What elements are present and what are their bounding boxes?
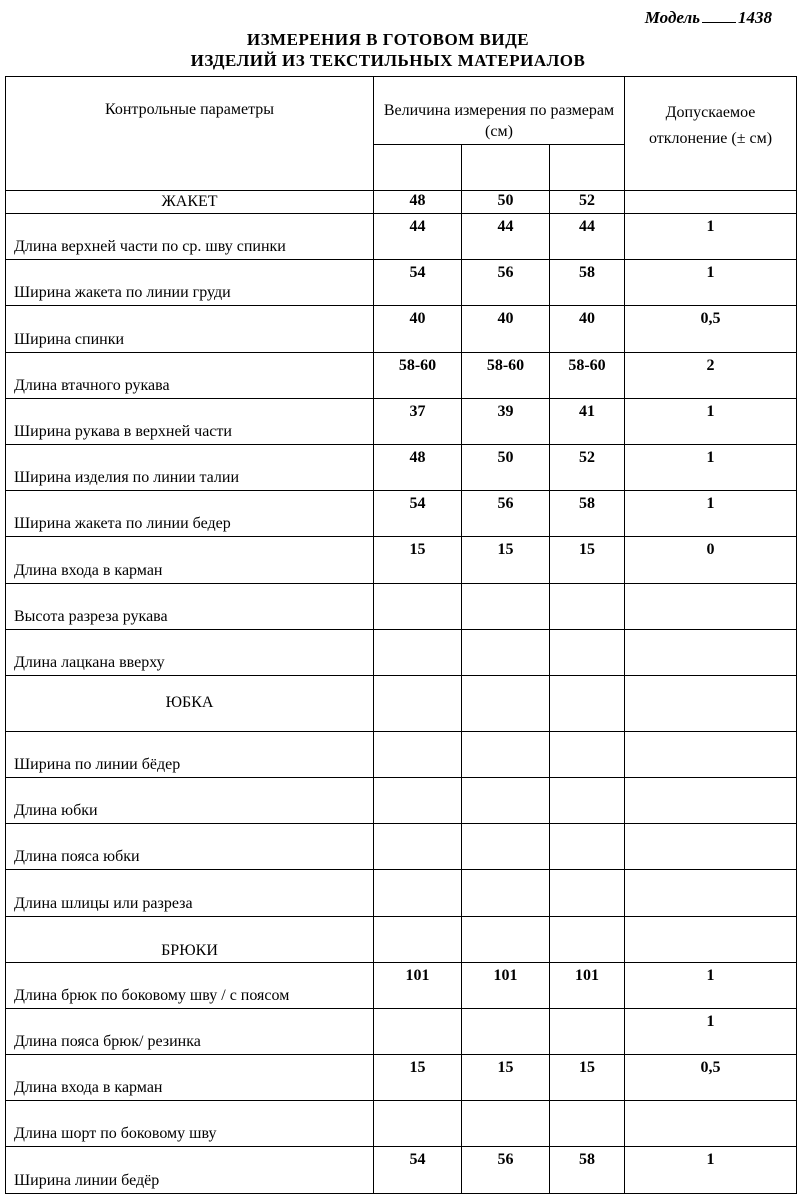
value-cell: 15 [374,1055,462,1101]
value-cell [550,731,625,777]
header-size-blank [550,145,625,191]
value-cell [374,731,462,777]
param-label: Длина лацкана вверху [6,629,374,675]
deviation-cell: 1 [625,444,797,490]
param-label: Ширина по линии бёдер [6,731,374,777]
deviation-cell: 1 [625,260,797,306]
empty-cell [550,916,625,962]
table-row [6,824,797,870]
param-label: Ширина рукава в верхней части [6,398,374,444]
value-cell: 52 [550,444,625,490]
value-cell: 101 [374,962,462,1008]
model-number [645,8,772,28]
deviation-cell [625,824,797,870]
model-value: 1438 [738,8,772,27]
value-cell: 101 [550,962,625,1008]
param-label: Длина шорт по боковому шву [6,1101,374,1147]
value-cell: 54 [374,1147,462,1193]
value-cell: 40 [374,306,462,352]
value-cell: 58-60 [462,352,550,398]
value-cell: 58-60 [550,352,625,398]
document-title-line2: ИЗДЕЛИЙ ИЗ ТЕКСТИЛЬНЫХ МАТЕРИАЛОВ [190,51,586,70]
value-cell: 58 [550,491,625,537]
measurements-table [5,76,797,1194]
pants-section-row [6,916,797,962]
param-label: Длина втачного рукава [6,352,374,398]
size-label: 52 [550,191,625,214]
deviation-cell: 0 [625,537,797,583]
value-cell: 44 [374,214,462,260]
table-row [6,778,797,824]
value-cell: 15 [374,537,462,583]
deviation-cell: 1 [625,1008,797,1054]
value-cell: 48 [374,444,462,490]
value-cell: 54 [374,491,462,537]
value-cell: 37 [374,398,462,444]
section-title-jacket: ЖАКЕТ [6,191,374,214]
value-cell [550,824,625,870]
table-row [6,537,797,583]
value-cell [462,1008,550,1054]
value-cell: 15 [462,1055,550,1101]
param-label: Ширина спинки [6,306,374,352]
empty-cell [374,675,462,731]
value-cell [462,778,550,824]
value-cell [462,583,550,629]
value-cell: 56 [462,491,550,537]
deviation-cell: 1 [625,214,797,260]
value-cell [550,583,625,629]
table-row [6,1008,797,1054]
value-cell [374,1008,462,1054]
header-param-column: Контрольные параметры [6,77,374,191]
value-cell [374,629,462,675]
param-label: Длина юбки [6,778,374,824]
value-cell: 56 [462,1147,550,1193]
document-title-line1: ИЗМЕРЕНИЯ В ГОТОВОМ ВИДЕ [246,30,530,49]
value-cell: 40 [462,306,550,352]
table-row [6,260,797,306]
deviation-cell: 1 [625,398,797,444]
value-cell: 15 [550,537,625,583]
empty-cell [462,916,550,962]
deviation-cell: 1 [625,962,797,1008]
section-title-skirt: ЮБКА [6,675,374,731]
value-cell: 58 [550,260,625,306]
value-cell [374,824,462,870]
value-cell: 56 [462,260,550,306]
param-label: Ширина линии бедёр [6,1147,374,1193]
param-label: Длина входа в карман [6,537,374,583]
deviation-cell [625,731,797,777]
value-cell: 44 [462,214,550,260]
value-cell [374,870,462,916]
param-label: Ширина жакета по линии груди [6,260,374,306]
table-row [6,491,797,537]
value-cell: 54 [374,260,462,306]
empty-cell [550,675,625,731]
value-cell [374,583,462,629]
deviation-cell [625,1101,797,1147]
skirt-section-row [6,675,797,731]
value-cell [462,1101,550,1147]
table-row [6,398,797,444]
deviation-cell: 0,5 [625,306,797,352]
deviation-cell: 2 [625,352,797,398]
value-cell [374,778,462,824]
value-cell: 15 [550,1055,625,1101]
value-cell: 40 [550,306,625,352]
value-cell [550,1101,625,1147]
table-row [6,1147,797,1193]
table-row [6,731,797,777]
param-label: Длина верхней части по ср. шву спинки [6,214,374,260]
header-deviation-column: Допускаемое отклонение (± см) [625,77,797,191]
table-row [6,962,797,1008]
table-row [6,870,797,916]
empty-cell [374,916,462,962]
value-cell: 41 [550,398,625,444]
jacket-section-row [6,191,797,214]
value-cell [550,1008,625,1054]
param-label: Высота разреза рукава [6,583,374,629]
param-label: Длина входа в карман [6,1055,374,1101]
table-row [6,306,797,352]
param-label: Длина пояса юбки [6,824,374,870]
param-label: Ширина жакета по линии бедер [6,491,374,537]
deviation-cell [625,778,797,824]
table-row [6,214,797,260]
deviation-cell [625,583,797,629]
param-label: Длина шлицы или разреза [6,870,374,916]
value-cell: 44 [550,214,625,260]
deviation-cell [625,629,797,675]
section-title-pants: БРЮКИ [6,916,374,962]
model-label: Модель [644,8,700,27]
value-cell: 15 [462,537,550,583]
value-cell: 39 [462,398,550,444]
size-label: 48 [374,191,462,214]
value-cell: 58 [550,1147,625,1193]
table-row [6,1055,797,1101]
value-cell: 101 [462,962,550,1008]
param-label: Длина брюк по боковому шву / с поясом [6,962,374,1008]
empty-cell [625,916,797,962]
size-label: 50 [462,191,550,214]
header-size-column: Величина измерения по размерам (см) [374,77,625,145]
deviation-cell [625,870,797,916]
header-size-blank [462,145,550,191]
empty-cell [625,675,797,731]
param-label: Длина пояса брюк/ резинка [6,1008,374,1054]
header-size-blank [374,145,462,191]
value-cell [462,629,550,675]
deviation-cell [625,191,797,214]
value-cell: 58-60 [374,352,462,398]
deviation-cell: 1 [625,1147,797,1193]
deviation-cell: 1 [625,491,797,537]
model-blank-line [702,8,736,23]
table-row [6,352,797,398]
value-cell [550,629,625,675]
table-row [6,444,797,490]
value-cell [550,778,625,824]
value-cell [550,870,625,916]
value-cell: 50 [462,444,550,490]
value-cell [374,1101,462,1147]
table-row [6,583,797,629]
value-cell [462,824,550,870]
value-cell [462,731,550,777]
value-cell [462,870,550,916]
param-label: Ширина изделия по линии талии [6,444,374,490]
table-row [6,629,797,675]
table-row [6,1101,797,1147]
empty-cell [462,675,550,731]
deviation-cell: 0,5 [625,1055,797,1101]
